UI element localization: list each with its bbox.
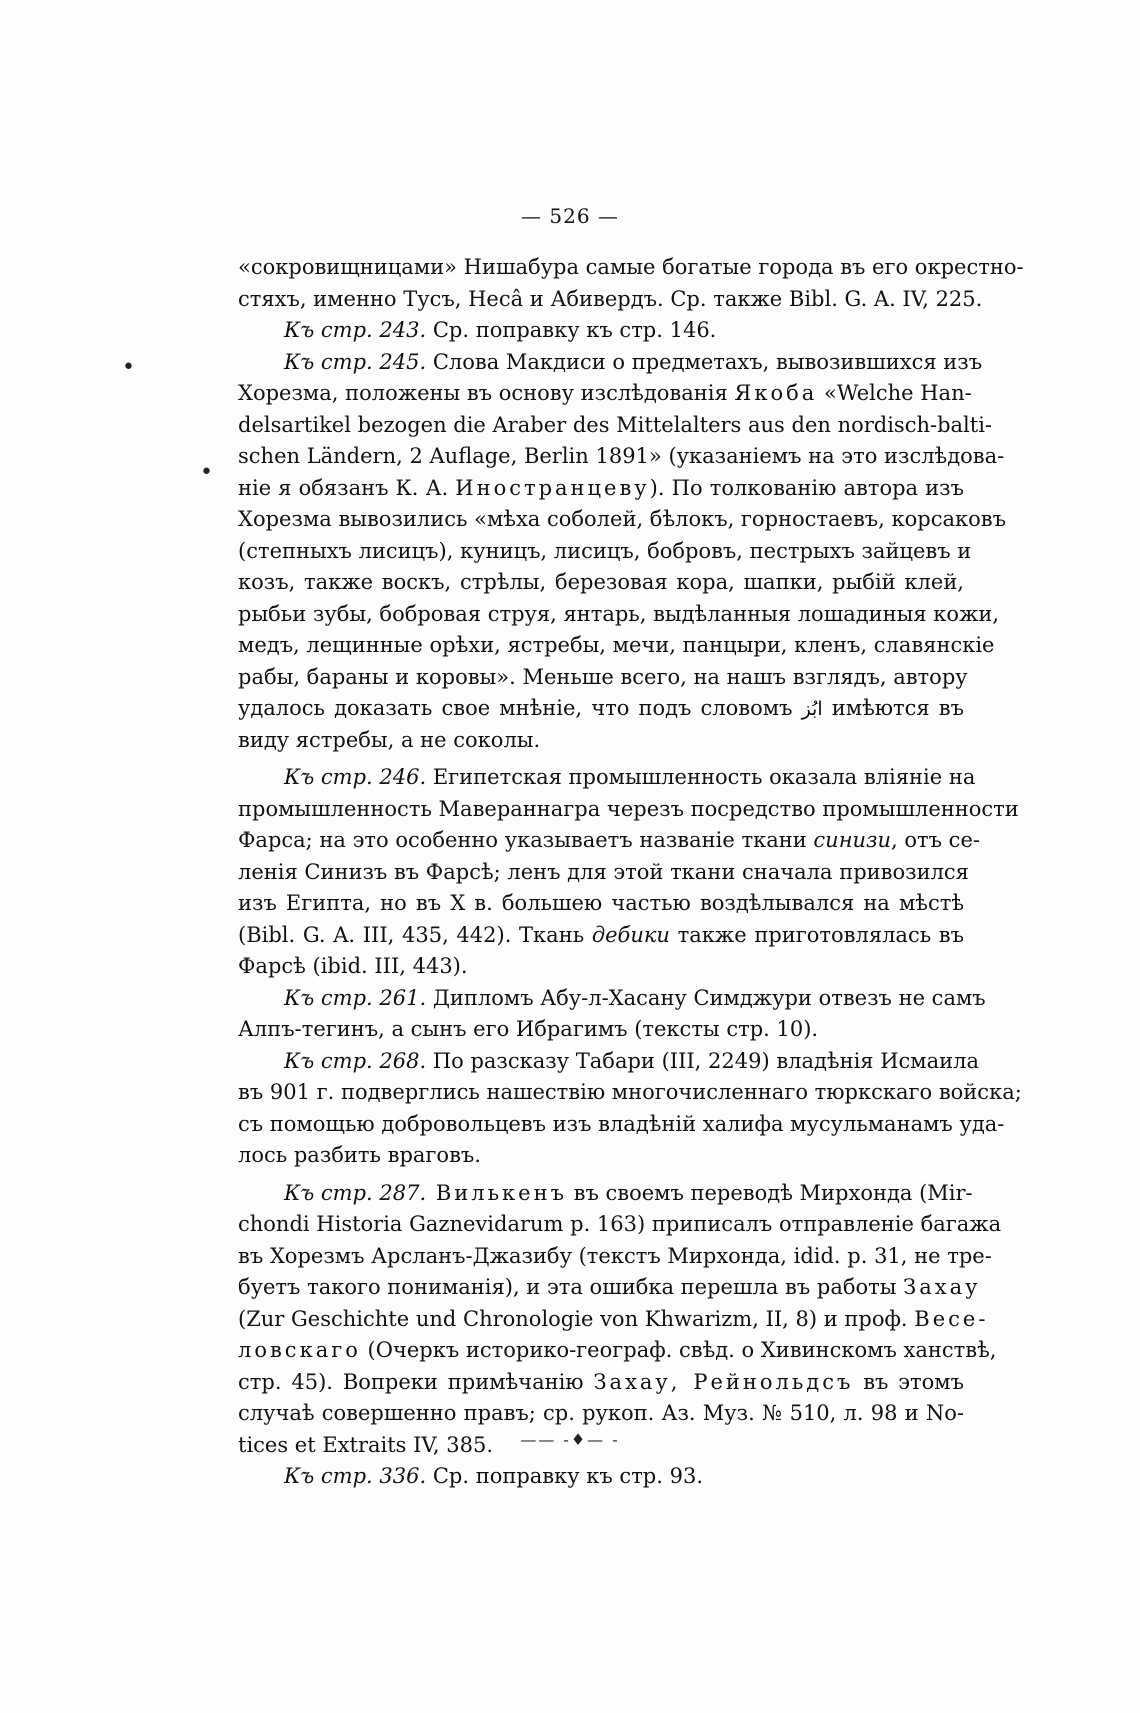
text-line: Къ стр. 243. Ср. поправку къ стр. 146. (284, 318, 717, 342)
page-reference: Къ стр. 261. (284, 985, 427, 1010)
spaced-name: Иностранцеву (455, 475, 650, 500)
margin-mark: • (122, 355, 135, 380)
text-line: буетъ такого пониманія), и эта ошибка перешла въ работы Захау (238, 1275, 981, 1299)
text-line: удалось доказать свое мнѣніе, что подъ словомъ ابُز имѣются въ (238, 696, 964, 720)
text-line: Къ стр. 287. Вилькенъ въ своемъ переводѣ Мирхонда (Mir- (284, 1180, 973, 1205)
text-line: рыбьи зубы, бобровая струя, янтарь, выдѣланныя лошадиныя кожи, (238, 601, 1000, 626)
page-reference: Къ стр. 287. (284, 1180, 427, 1205)
page-reference: Къ стр. 243. (284, 318, 427, 342)
text-line: стр. 45). Вопреки примѣчанію Захау, Рейнольдсъ въ этомъ (238, 1369, 964, 1394)
text-line: Къ стр. 268. По разсказу Табари (III, 2249) владѣнія Исмаила (284, 1048, 980, 1073)
main-text (238, 252, 1024, 1493)
page-reference: Къ стр. 336. (284, 1464, 427, 1488)
text-line: лось разбить враговъ. (238, 1143, 481, 1167)
text-line: промышленность Мавераннагра черезъ посредство промышленности (238, 796, 1019, 821)
spaced-name: Захау (903, 1275, 981, 1299)
text-line: Хорезма вывозились «мѣха соболей, бѣлокъ, горностаевъ, корсаковъ (238, 507, 1006, 531)
text-line: (Bibl. G. A. III, 435, 442). Ткань дебики также приготовлялась въ (238, 922, 964, 947)
page-number: — 526 — (521, 204, 619, 228)
text-line: въ Хорезмъ Арсланъ-Джазибу (текстъ Мирхонда, idid. p. 31, не тре- (238, 1243, 992, 1268)
text-line: въ 901 г. подверглись нашествію многочисленнаго тюркскаго войска; (238, 1080, 1022, 1104)
text-line: изъ Египта, но въ X в. большею частью воздѣлывался на мѣстѣ (238, 891, 964, 915)
spaced-name: Вилькенъ (426, 1180, 567, 1205)
text-line: tices et Extraits IV, 385. (238, 1432, 494, 1457)
text-line: Къ стр. 261. Дипломъ Абу-л-Хасану Симджури отвезъ не самъ (284, 985, 986, 1010)
text-line: стяхъ, именно Тусъ, Несâ и Абивердъ. Ср. также Bibl. G. A. IV, 225. (238, 286, 983, 311)
text-line: Къ стр. 336. Ср. поправку къ стр. 93. (284, 1464, 704, 1488)
text-line: Къ стр. 245. Слова Макдиси о предметахъ, вывозившихся изъ (284, 349, 983, 374)
text-line: ленія Синизъ въ Фарсѣ; ленъ для этой ткани сначала привозился (238, 859, 969, 884)
text-line: медъ, лещинные орѣхи, ястребы, мечи, панцыри, кленъ, славянскіе (238, 633, 995, 657)
text-line: «сокровищницами» Нишабура самые богатые города въ его окрестно- (238, 255, 1024, 279)
text-line: ловскаго (Очеркъ историко-географ. свѣд. о Хивинскомъ ханствѣ, (238, 1338, 997, 1362)
text-line: schen Ländern, 2 Auflage, Berlin 1891» (указаніемъ на это изслѣдова- (238, 444, 1005, 468)
text-line: козъ, также воскъ, стрѣлы, березовая кора, шапки, рыбій клей, (238, 570, 964, 594)
end-ornament: —— -♦— - (520, 1430, 620, 1449)
spaced-name: ловскаго (238, 1338, 361, 1362)
page-reference: Къ стр. 245. (284, 349, 427, 374)
italic-term: дебики (591, 922, 670, 947)
text-line: рабы, бараны и коровы». Меньше всего, на нашъ взглядъ, автору (238, 664, 968, 689)
text-line: Фарса; на это особенно указываетъ названіе ткани синизи, отъ се- (238, 828, 980, 852)
spaced-name: Захау, Рейнольдсъ (593, 1369, 854, 1394)
text-line: (Zur Geschichte und Chronologie von Khwarizm, II, 8) и проф. Весе- (238, 1306, 989, 1331)
page-reference: Къ стр. 268. (284, 1048, 427, 1073)
text-line: виду ястребы, а не соколы. (238, 727, 541, 752)
text-line: (степныхъ лисицъ), куницъ, лисицъ, бобровъ, пестрыхъ зайцевъ и (238, 538, 972, 563)
text-line: Фарсѣ (ibid. III, 443). (238, 954, 468, 978)
text-line: съ помощью добровольцевъ изъ владѣній халифа мусульманамъ уда- (238, 1111, 1005, 1136)
text-line: Къ стр. 246. Египетская промышленность оказала вліяніе на (284, 765, 976, 789)
text-line: ніе я обязанъ К. А. Иностранцеву). По толкованію автора изъ (238, 475, 964, 500)
spaced-name: Якоба (734, 381, 818, 405)
page-reference: Къ стр. 246. (284, 765, 427, 789)
text-line: chondi Historia Gaznevidarum p. 163) приписалъ отправленіе багажа (238, 1212, 1002, 1236)
margin-mark: • (200, 460, 213, 485)
spaced-name: Весе- (914, 1306, 989, 1331)
arabic-word: ابُز (801, 698, 823, 720)
text-line: случаѣ совершенно правъ; ср. рукоп. Аз. Муз. № 510, л. 98 и No- (238, 1401, 964, 1425)
text-line: delsartikel bezogen die Araber des Mittelalters aus den nordisch-balti- (238, 412, 993, 437)
italic-term: синизи (813, 828, 892, 852)
text-line: Хорезма, положены въ основу изслѣдованія Якоба «Welche Han- (238, 381, 972, 405)
text-line: Алпъ-тегинъ, а сынъ его Ибрагимъ (тексты стр. 10). (238, 1017, 819, 1041)
